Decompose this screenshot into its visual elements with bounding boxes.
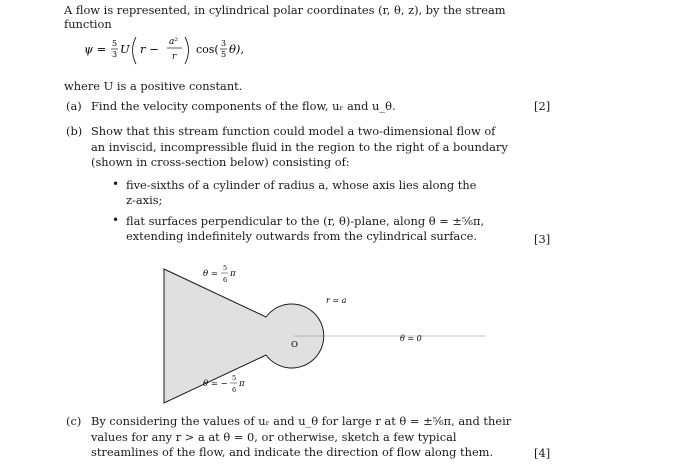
eq-frac-num: a² <box>169 37 178 47</box>
label-theta-zero: θ = 0 <box>400 334 422 343</box>
label-theta-bottom-num: 5 <box>232 374 237 382</box>
part-b-marks: [3] <box>534 232 551 246</box>
bullet-1-line-1: five-sixths of a cylinder of radius a, whose axis lies along the <box>126 178 477 192</box>
label-theta-top-lhs: θ = <box>203 269 218 279</box>
part-c-line-1: By considering the values of uᵣ and u_θ for large r at θ = ±⁵⁄₆π, and their <box>91 414 512 428</box>
part-c-label: (c) <box>66 414 82 428</box>
label-theta-bottom-den: 6 <box>232 386 237 394</box>
bullet-1-line-2: z-axis; <box>126 193 163 207</box>
intro-line-1: A flow is represented, in cylindrical polar coordinates (r, θ, z), by the stream <box>64 3 506 17</box>
label-origin: O <box>291 340 298 350</box>
eq-cos: cos( <box>196 43 219 56</box>
bullet-2-marker: • <box>112 213 120 227</box>
part-c-marks: [4] <box>534 446 551 460</box>
eq-frac-den: r <box>172 52 177 62</box>
label-r-a: r = a <box>326 296 347 305</box>
part-a-marks: [2] <box>534 99 551 113</box>
part-b-line-3: (shown in cross-section below) consisting of: <box>91 155 350 169</box>
part-b-line-1: Show that this stream function could model a two-dimensional flow of <box>91 124 496 138</box>
bullet-2-line-1: flat surfaces perpendicular to the (r, θ)-plane, along θ = ±⁵⁄₆π, <box>126 214 485 228</box>
eq-cos-den: 5 <box>221 50 227 59</box>
eq-r: r − <box>140 42 159 56</box>
intro-line-2: function <box>64 17 112 31</box>
label-theta-bottom-pi: π <box>239 379 245 389</box>
part-c-line-2: values for any r > a at θ = 0, or otherwise, sketch a few typical <box>91 430 457 444</box>
part-a-label: (a) <box>66 99 82 113</box>
eq-cos-num: 3 <box>221 39 227 48</box>
eq-U: U <box>120 42 130 56</box>
label-theta-top-den: 6 <box>223 276 228 284</box>
label-theta-top-pi: π <box>230 269 236 279</box>
label-theta-bottom-lhs: θ = − <box>203 379 228 389</box>
bullet-2-line-2: extending indefinitely outwards from the cylindrical surface. <box>126 229 477 243</box>
eq-theta: θ), <box>229 42 245 56</box>
part-a-text: Find the velocity components of the flow, uᵣ and u_θ. <box>91 99 396 113</box>
part-c-line-3: streamlines of the flow, and indicate the direction of flow along them. <box>91 445 494 459</box>
eq-coef-num: 5 <box>112 39 118 48</box>
eq-lhs: ψ = <box>84 42 107 56</box>
label-theta-top-num: 5 <box>223 264 228 272</box>
where-line: where U is a positive constant. <box>64 79 243 93</box>
part-b-label: (b) <box>66 124 83 138</box>
part-b-line-2: an inviscid, incompressible fluid in the region to the right of a boundary <box>91 140 508 154</box>
eq-coef-den: 3 <box>112 50 118 59</box>
bullet-1-marker: • <box>112 177 120 191</box>
